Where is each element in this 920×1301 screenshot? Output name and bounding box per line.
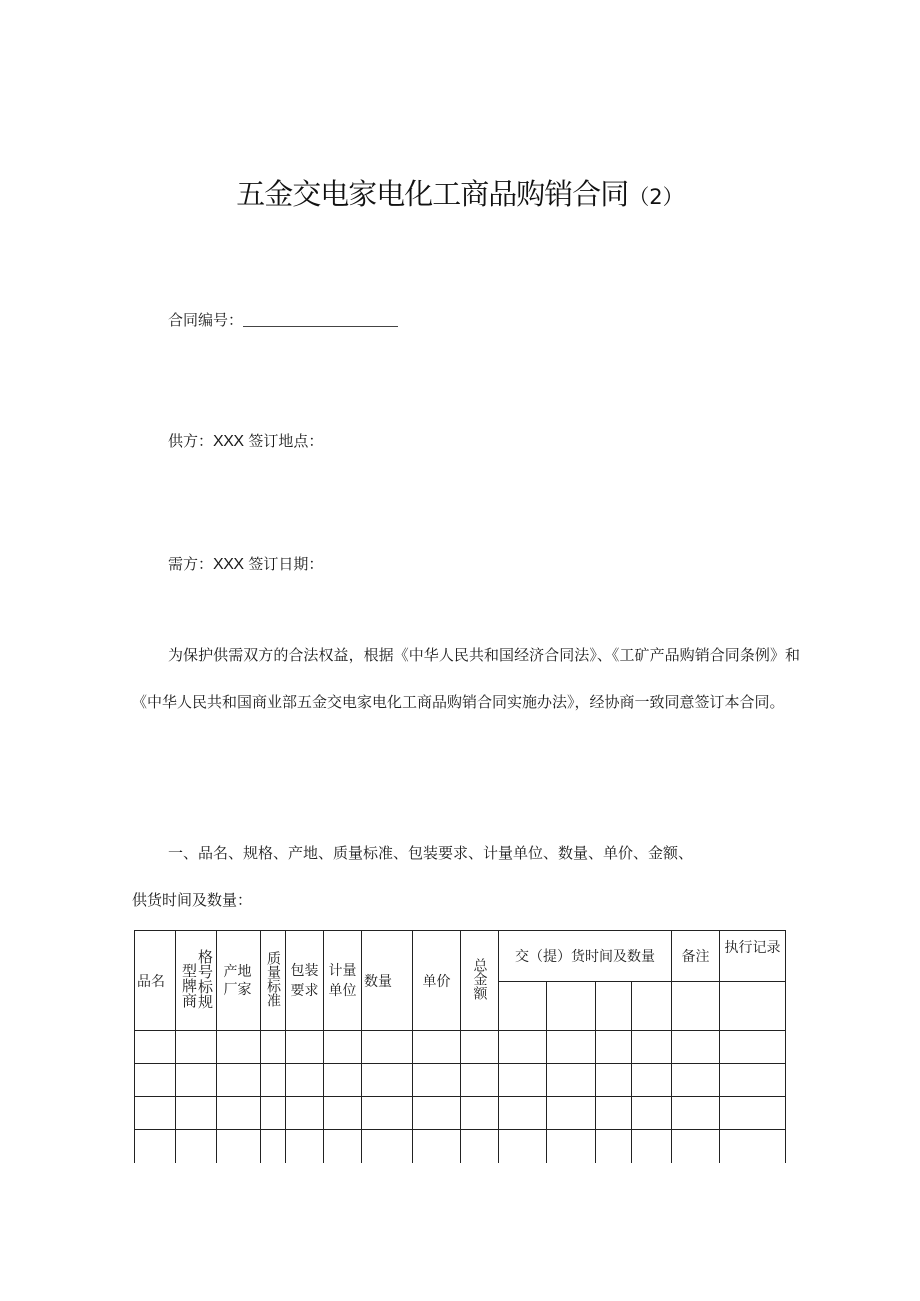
buyer-name: XXX — [213, 556, 244, 573]
header-remark: 备注 — [672, 931, 720, 982]
signing-date-label: 签订日期： — [248, 555, 324, 573]
cell[interactable] — [547, 982, 596, 1031]
table-row — [135, 1031, 786, 1064]
cell[interactable] — [176, 1097, 217, 1130]
cell[interactable] — [596, 1064, 632, 1097]
header-unit — [324, 931, 362, 1031]
cell[interactable] — [135, 1097, 176, 1130]
header-model-left: 型牌商 — [180, 963, 198, 1008]
cell[interactable] — [596, 1097, 632, 1130]
title-number: （2） — [628, 185, 684, 209]
cell[interactable] — [596, 1031, 632, 1064]
cell[interactable] — [413, 1031, 461, 1064]
table-row — [135, 1097, 786, 1130]
header-exec-record: 执行记录 — [720, 931, 786, 982]
cell[interactable] — [720, 1064, 786, 1097]
header-packing — [286, 931, 324, 1031]
cell[interactable] — [499, 1064, 547, 1097]
header-unit-text: 计量单位 — [328, 962, 357, 999]
cell[interactable] — [324, 1097, 362, 1130]
cell[interactable] — [362, 1031, 413, 1064]
cell[interactable] — [547, 1031, 596, 1064]
cell[interactable] — [362, 1097, 413, 1130]
cell[interactable] — [547, 1097, 596, 1130]
header-product-name: 品名 — [135, 931, 176, 1031]
cell[interactable] — [413, 1064, 461, 1097]
header-model-brand — [176, 931, 217, 1031]
header-packing-text: 包装要求 — [290, 962, 319, 999]
section-1-heading-cont: 供货时间及数量： — [132, 891, 253, 909]
cell[interactable] — [217, 1097, 261, 1130]
cell[interactable] — [632, 1064, 672, 1097]
contract-number-field[interactable] — [243, 311, 398, 327]
header-delivery: 交（提）货时间及数量 — [499, 931, 672, 982]
buyer-line — [168, 553, 323, 574]
cell[interactable] — [461, 1031, 499, 1064]
cell[interactable] — [547, 1064, 596, 1097]
cell[interactable] — [720, 982, 786, 1031]
cell[interactable] — [135, 1064, 176, 1097]
header-total-text: 总金额 — [471, 957, 488, 1000]
cell[interactable] — [672, 1097, 720, 1130]
cell[interactable] — [461, 1097, 499, 1130]
cell[interactable] — [632, 982, 672, 1031]
cell[interactable] — [324, 1064, 362, 1097]
header-unit-price: 单价 — [413, 931, 461, 1031]
supplier-label: 供方： — [168, 432, 214, 450]
contract-number-line — [168, 309, 398, 330]
cell[interactable] — [261, 1031, 286, 1064]
document-title — [0, 172, 920, 213]
cell[interactable] — [499, 1097, 547, 1130]
goods-table — [134, 930, 786, 1170]
intro-paragraph: 为保护供需双方的合法权益，根据《中华人民共和国经济合同法》、《工矿产品购销合同条例》和《中华人民共和国商业部五金交电家电化工商品购销合同实施办法》，经协商一致同意签订本合同。 — [132, 646, 800, 711]
cell[interactable] — [413, 1097, 461, 1130]
buyer-label: 需方： — [168, 555, 214, 573]
cell[interactable] — [461, 1064, 499, 1097]
header-total-amount — [461, 931, 499, 1031]
cell[interactable] — [286, 1064, 324, 1097]
cell[interactable] — [720, 1097, 786, 1130]
contract-number-label: 合同编号： — [168, 311, 244, 329]
table-row — [135, 1064, 786, 1097]
cell[interactable] — [672, 1031, 720, 1064]
signing-place-label: 签订地点： — [248, 432, 324, 450]
header-model-right: 格号标规 — [196, 948, 214, 1009]
cell[interactable] — [261, 1097, 286, 1130]
cell[interactable] — [176, 1031, 217, 1064]
cell[interactable] — [286, 1097, 324, 1130]
cell[interactable] — [632, 1031, 672, 1064]
cell[interactable] — [135, 1031, 176, 1064]
cell[interactable] — [499, 1031, 547, 1064]
header-quantity: 数量 — [362, 931, 413, 1031]
cell[interactable] — [217, 1031, 261, 1064]
section-1-heading: 一、品名、规格、产地、质量标准、包装要求、计量单位、数量、单价、金额、 — [168, 844, 694, 862]
title-main: 五金交电家电化工商品购销合同 — [236, 177, 629, 211]
header-origin — [217, 931, 261, 1031]
page-cut — [120, 1163, 810, 1173]
cell[interactable] — [261, 1064, 286, 1097]
cell[interactable] — [499, 982, 547, 1031]
cell[interactable] — [217, 1064, 261, 1097]
cell[interactable] — [632, 1097, 672, 1130]
cell[interactable] — [324, 1031, 362, 1064]
supplier-line — [168, 430, 323, 451]
cell[interactable] — [362, 1064, 413, 1097]
header-origin-text: 产地厂家 — [223, 963, 252, 998]
cell[interactable] — [672, 1064, 720, 1097]
cell[interactable] — [286, 1031, 324, 1064]
header-quality-text: 质量标准 — [265, 950, 281, 1007]
cell[interactable] — [672, 982, 720, 1031]
supplier-name: XXX — [213, 433, 244, 450]
cell[interactable] — [596, 982, 632, 1031]
cell[interactable] — [176, 1064, 217, 1097]
cell[interactable] — [720, 1031, 786, 1064]
header-quality — [261, 931, 286, 1031]
